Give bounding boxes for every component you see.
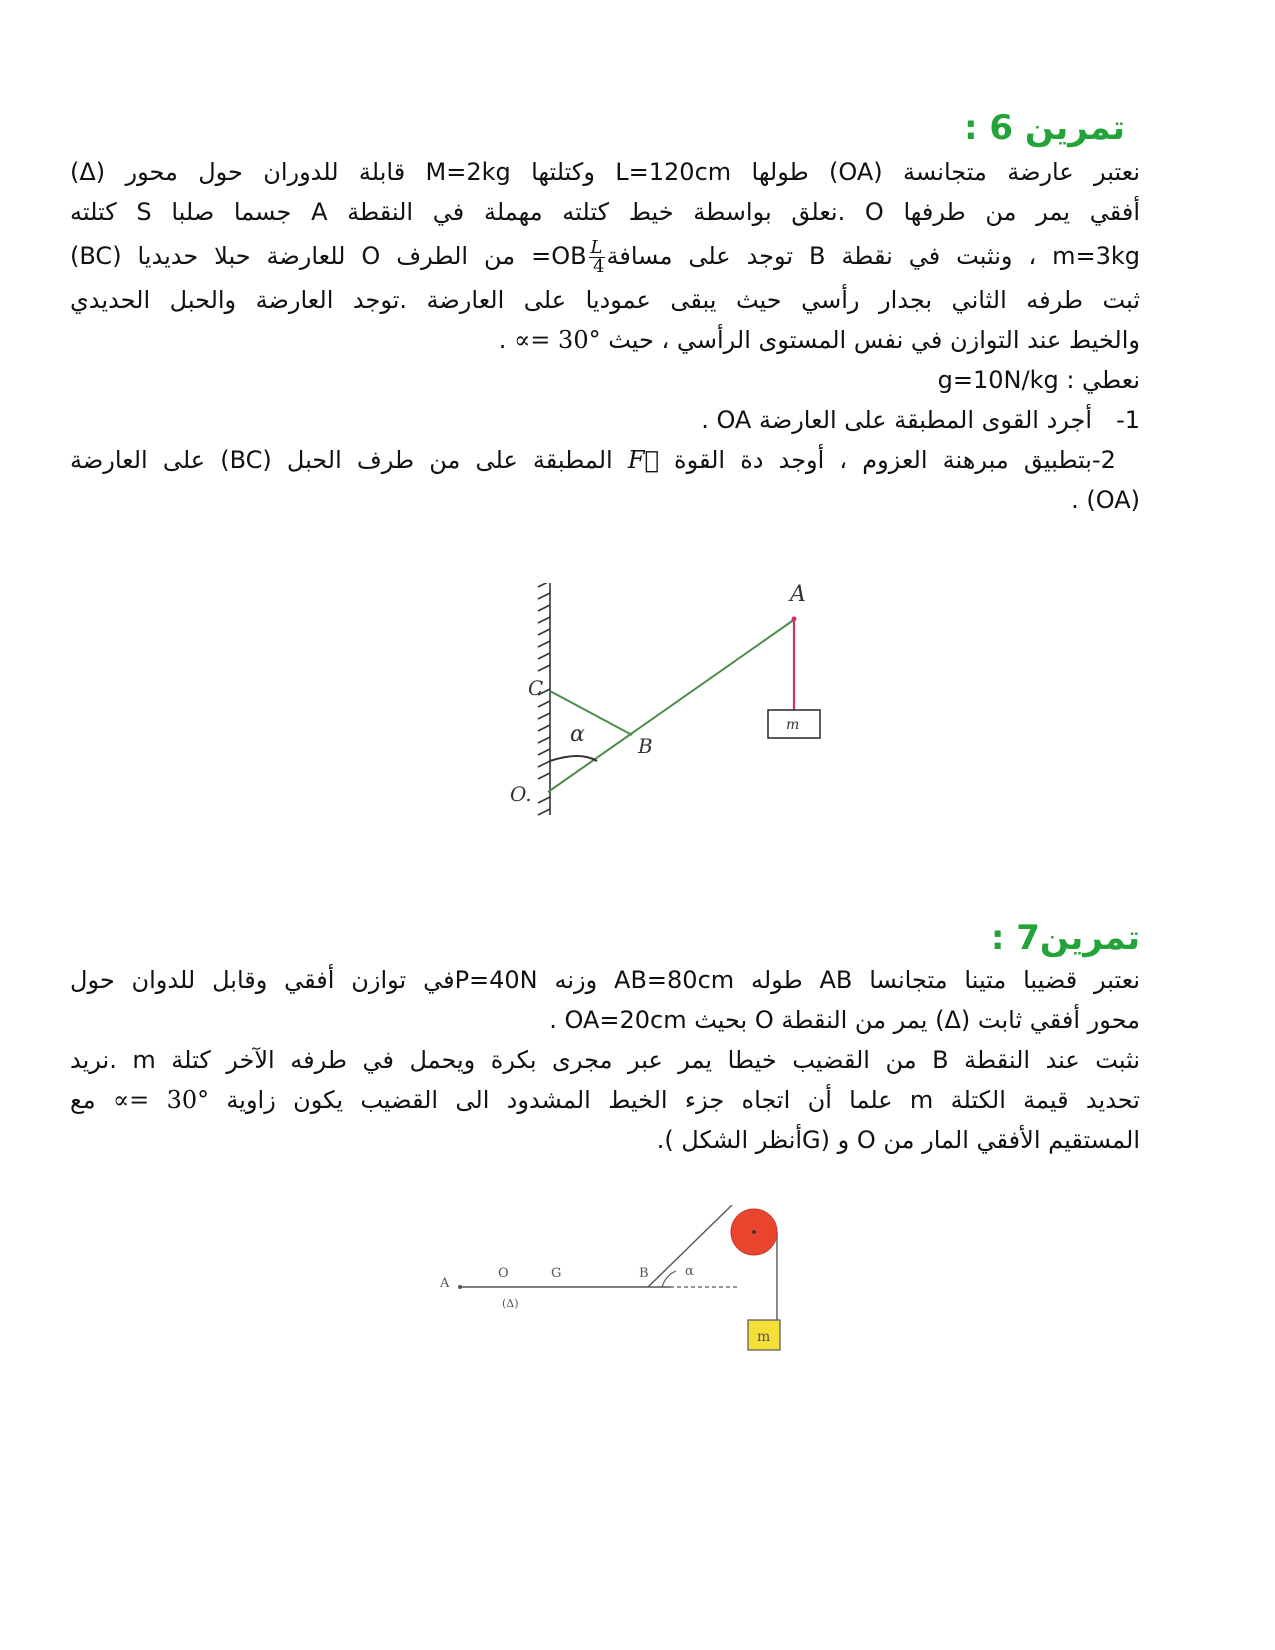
ex6-question-2	[70, 440, 1140, 480]
ex7-line-4-b: مع	[70, 1086, 96, 1114]
label-a: A	[790, 583, 806, 607]
exercise-7-title: تمرين7 :	[990, 918, 1140, 958]
label-o: O	[498, 1266, 509, 1281]
ex6-line-5-b: .	[498, 326, 507, 354]
angle-arc	[662, 1271, 676, 1287]
beam-oa	[548, 619, 795, 792]
question-1-number: -1	[1116, 406, 1140, 434]
question-2-text-b: المطبقة على من طرف الحبل (BC) على العارضة	[70, 446, 613, 474]
ex7-line-2: محور أفقي ثابت (Δ) يمر من النقطة O بحيث OA=20cm .	[549, 1006, 1140, 1034]
ex6-line-3	[70, 232, 1140, 280]
ex6-line-2: أفقي يمر من طرفها O .نعلق بواسطة خيط كتلته مهملة في النقطة A جسما صلبا S كتلته	[70, 198, 1140, 226]
cable-bc	[550, 691, 632, 735]
ex7-line-4-a: تحديد قيمة الكتلة m علما أن اتجاه جزء الخيط المشدود الى القضيب يكون زاوية	[226, 1086, 1140, 1114]
ex7-line-1: نعتبر قضيبا متينا متجانسا AB طوله AB=80cm وزنه P=40Nفي توازن أفقي وقابل للدوان حول	[70, 966, 1141, 994]
label-c: C	[528, 676, 544, 700]
point-a	[792, 617, 797, 622]
ex6-question-1	[70, 400, 1140, 440]
exercise-6-body	[70, 152, 1140, 520]
fraction-denominator: 4	[593, 255, 605, 277]
label-g: G	[551, 1266, 562, 1281]
label-delta: (Δ)	[502, 1297, 519, 1310]
ex7-line-3: نثبت عند النقطة B من القضيب خيطا يمر عبر مجرى بكرة ويحمل في طرفه الآخر كتلة m .نريد	[70, 1046, 1140, 1074]
exercise-7-body	[70, 960, 1140, 1160]
label-alpha: α	[685, 1264, 694, 1279]
fraction-l-over-4	[589, 236, 605, 277]
force-vector-f: F⃗	[627, 446, 659, 474]
point-a	[458, 1285, 462, 1289]
ex6-line-4: ثبت طرفه الثاني بجدار رأسي حيث يبقى عموديا على العارضة .توجد العارضة والحبل الحديدي	[70, 286, 1140, 314]
ex7-line-5: المستقيم الأفقي المار من O و (Gأنظر الشكل ).	[656, 1126, 1140, 1154]
ex6-line-3-c: من الطرف O للعارضة حبلا حديديا (BC)	[70, 242, 516, 270]
question-2-number: -2	[1092, 446, 1116, 474]
ex6-line-3-b: OB=	[531, 242, 587, 270]
ex6-line-3-a: m=3kg ، ونثبت في نقطة B توجد على مسافة	[606, 242, 1141, 270]
label-alpha: α	[570, 722, 585, 747]
label-b: B	[638, 734, 653, 758]
ex6-line-5-a: والخيط عند التوازن في نفس المستوى الرأسي ، حيث	[608, 326, 1140, 354]
angle-arc	[550, 756, 597, 761]
ex6-given: نعطي : g=10N/kg	[937, 366, 1140, 394]
ex7-alpha-value: ∝= 30°	[112, 1086, 210, 1114]
label-b: B	[639, 1266, 649, 1281]
label-o: O.	[510, 782, 532, 806]
figure-1-beam-diagram	[500, 583, 845, 818]
label-m: m	[786, 717, 800, 733]
ex6-question-2-end: (OA) .	[1071, 486, 1140, 514]
ex6-line-1: نعتبر عارضة متجانسة (OA) طولها L=120cm وكتلتها M=2kg قابلة للدوران حول محور (Δ)	[70, 158, 1141, 186]
question-1-text: أجرد القوى المطبقة على العارضة OA .	[701, 406, 1092, 434]
label-m: m	[757, 1329, 771, 1345]
figure-2-pulley-diagram	[440, 1205, 800, 1380]
ex6-alpha-value: ∝= 30°	[514, 326, 601, 354]
ex7-line-4	[70, 1080, 1140, 1120]
label-a: A	[440, 1276, 450, 1291]
fraction-numerator: L	[590, 236, 603, 258]
ex6-line-5	[70, 320, 1140, 360]
exercise-6-title: تمرين 6 :	[963, 108, 1125, 148]
question-2-text-a: بتطبيق مبرهنة العزوم ، أوجد دة القوة	[674, 446, 1092, 474]
pulley-axle	[752, 1230, 756, 1234]
